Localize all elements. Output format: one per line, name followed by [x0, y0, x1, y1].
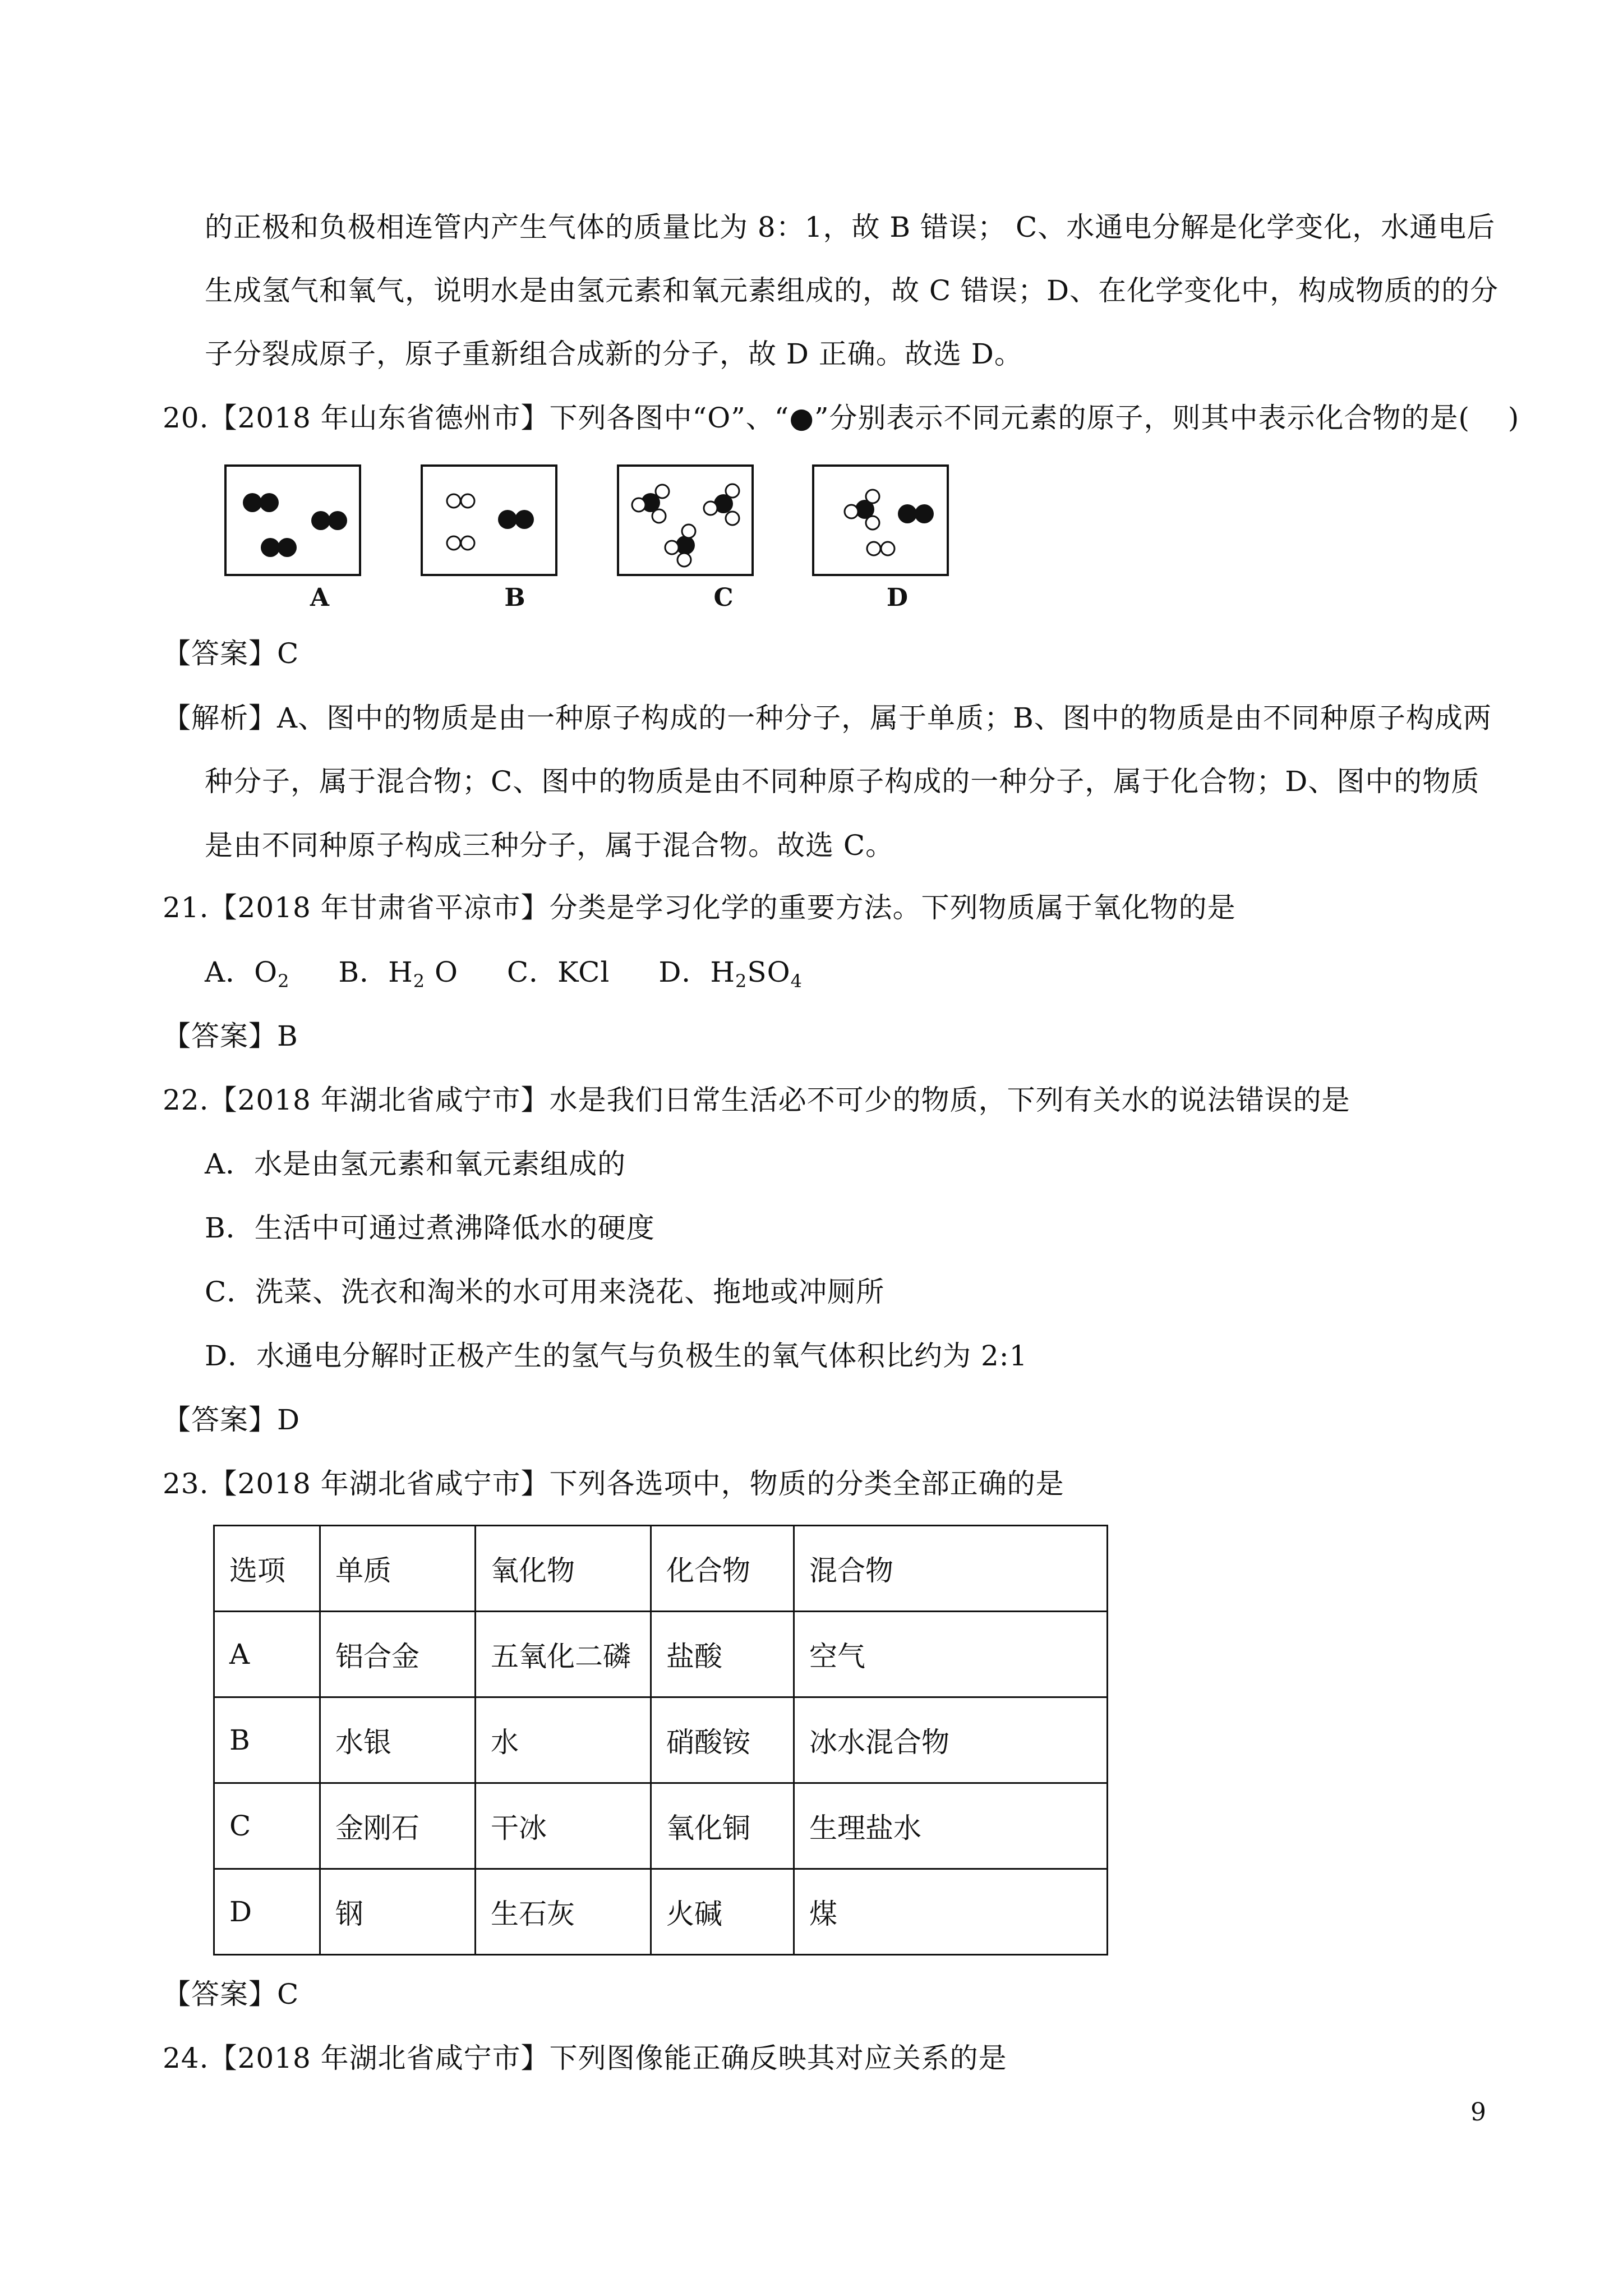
- table-row: D 钢 生石灰 火碱 煤: [214, 1869, 1108, 1955]
- answer-20: 【答案】C: [163, 637, 299, 670]
- table-row: C 金刚石 干冰 氧化铜 生理盐水: [214, 1783, 1108, 1869]
- analysis-20-line3: 是由不同种原子构成三种分子，属于混合物。故选 C。: [205, 829, 895, 862]
- question-22-stem: 22.【2018 年湖北省咸宁市】水是我们日常生活必不可少的物质，下列有关水的说法错误的是: [163, 1084, 1350, 1116]
- molecule-diagram-d: [812, 464, 952, 613]
- question-24-stem: 24.【2018 年湖北省咸宁市】下列图像能正确反映其对应关系的是: [163, 2042, 1007, 2074]
- option-b: B．生活中可通过煮沸降低水的硬度: [205, 1212, 655, 1244]
- diagram-label-c: C: [713, 583, 734, 612]
- analysis-line: 子分裂成原子，原子重新组合成新的分子，故 D 正确。故选 D。: [205, 338, 1023, 370]
- option-a: A．O: [205, 956, 278, 988]
- analysis-20-line2: 种分子，属于混合物；C、图中的物质是由不同种原子构成的一种分子，属于化合物；D、图中的物质: [205, 765, 1480, 798]
- answer-23: 【答案】C: [163, 1978, 299, 2010]
- option-d: D．水通电分解时正极产生的氢气与负极生的氧气体积比约为 2:1: [205, 1340, 1028, 1372]
- molecule-diagram-a: [224, 464, 365, 613]
- option-c: C．KCl: [506, 956, 610, 988]
- question-20-stem: 20.【2018 年山东省德州市】下列各图中“O”、“●”分别表示不同元素的原子，则其中表示化合物的是( ): [163, 402, 1520, 434]
- analysis-20-line1: 【解析】A、图中的物质是由一种原子构成的一种分子，属于单质；B、图中的物质是由不同种原子构成两: [163, 702, 1492, 734]
- option-b: B．H: [338, 956, 413, 988]
- diagram-label-d: D: [886, 583, 909, 612]
- table-row: B 水银 水 硝酸铵 冰水混合物: [214, 1697, 1108, 1783]
- diagram-label-b: B: [504, 583, 525, 612]
- analysis-line: 的正极和负极相连管内产生气体的质量比为 8：1，故 B 错误； C、水通电分解是化学变化，水通电后: [205, 211, 1496, 243]
- question-21-options: A．$O_2$ B．$H_2$ O C．KCl D．$H_2SO_4$: [205, 956, 803, 992]
- table-row: A 铝合金 五氧化二磷 盐酸 空气: [214, 1612, 1108, 1697]
- question-23-stem: 23.【2018 年湖北省咸宁市】下列各选项中，物质的分类全部正确的是: [163, 1467, 1064, 1500]
- classification-table: [213, 1525, 1108, 1955]
- option-c: C．洗菜、洗衣和淘米的水可用来浇花、拖地或冲厕所: [205, 1276, 885, 1308]
- question-21-stem: 21.【2018 年甘肃省平凉市】分类是学习化学的重要方法。下列物质属于氧化物的是: [163, 891, 1236, 924]
- molecule-diagram-c: [617, 464, 757, 613]
- option-a: A．水是由氢元素和氧元素组成的: [205, 1148, 626, 1180]
- table-row: 选项 单质 氧化物 化合物 混合物: [214, 1526, 1108, 1612]
- molecule-diagram-b: [421, 464, 561, 613]
- analysis-line: 生成氢气和氧气，说明水是由氢元素和氧元素组成的，故 C 错误；D、在化学变化中，构成物质的的分: [205, 274, 1499, 307]
- answer-21: 【答案】B: [163, 1020, 298, 1052]
- option-d: D．H: [658, 956, 736, 988]
- answer-22: 【答案】D: [163, 1404, 301, 1436]
- diagram-label-a: A: [310, 583, 330, 612]
- page-number: 9: [1470, 2098, 1486, 2127]
